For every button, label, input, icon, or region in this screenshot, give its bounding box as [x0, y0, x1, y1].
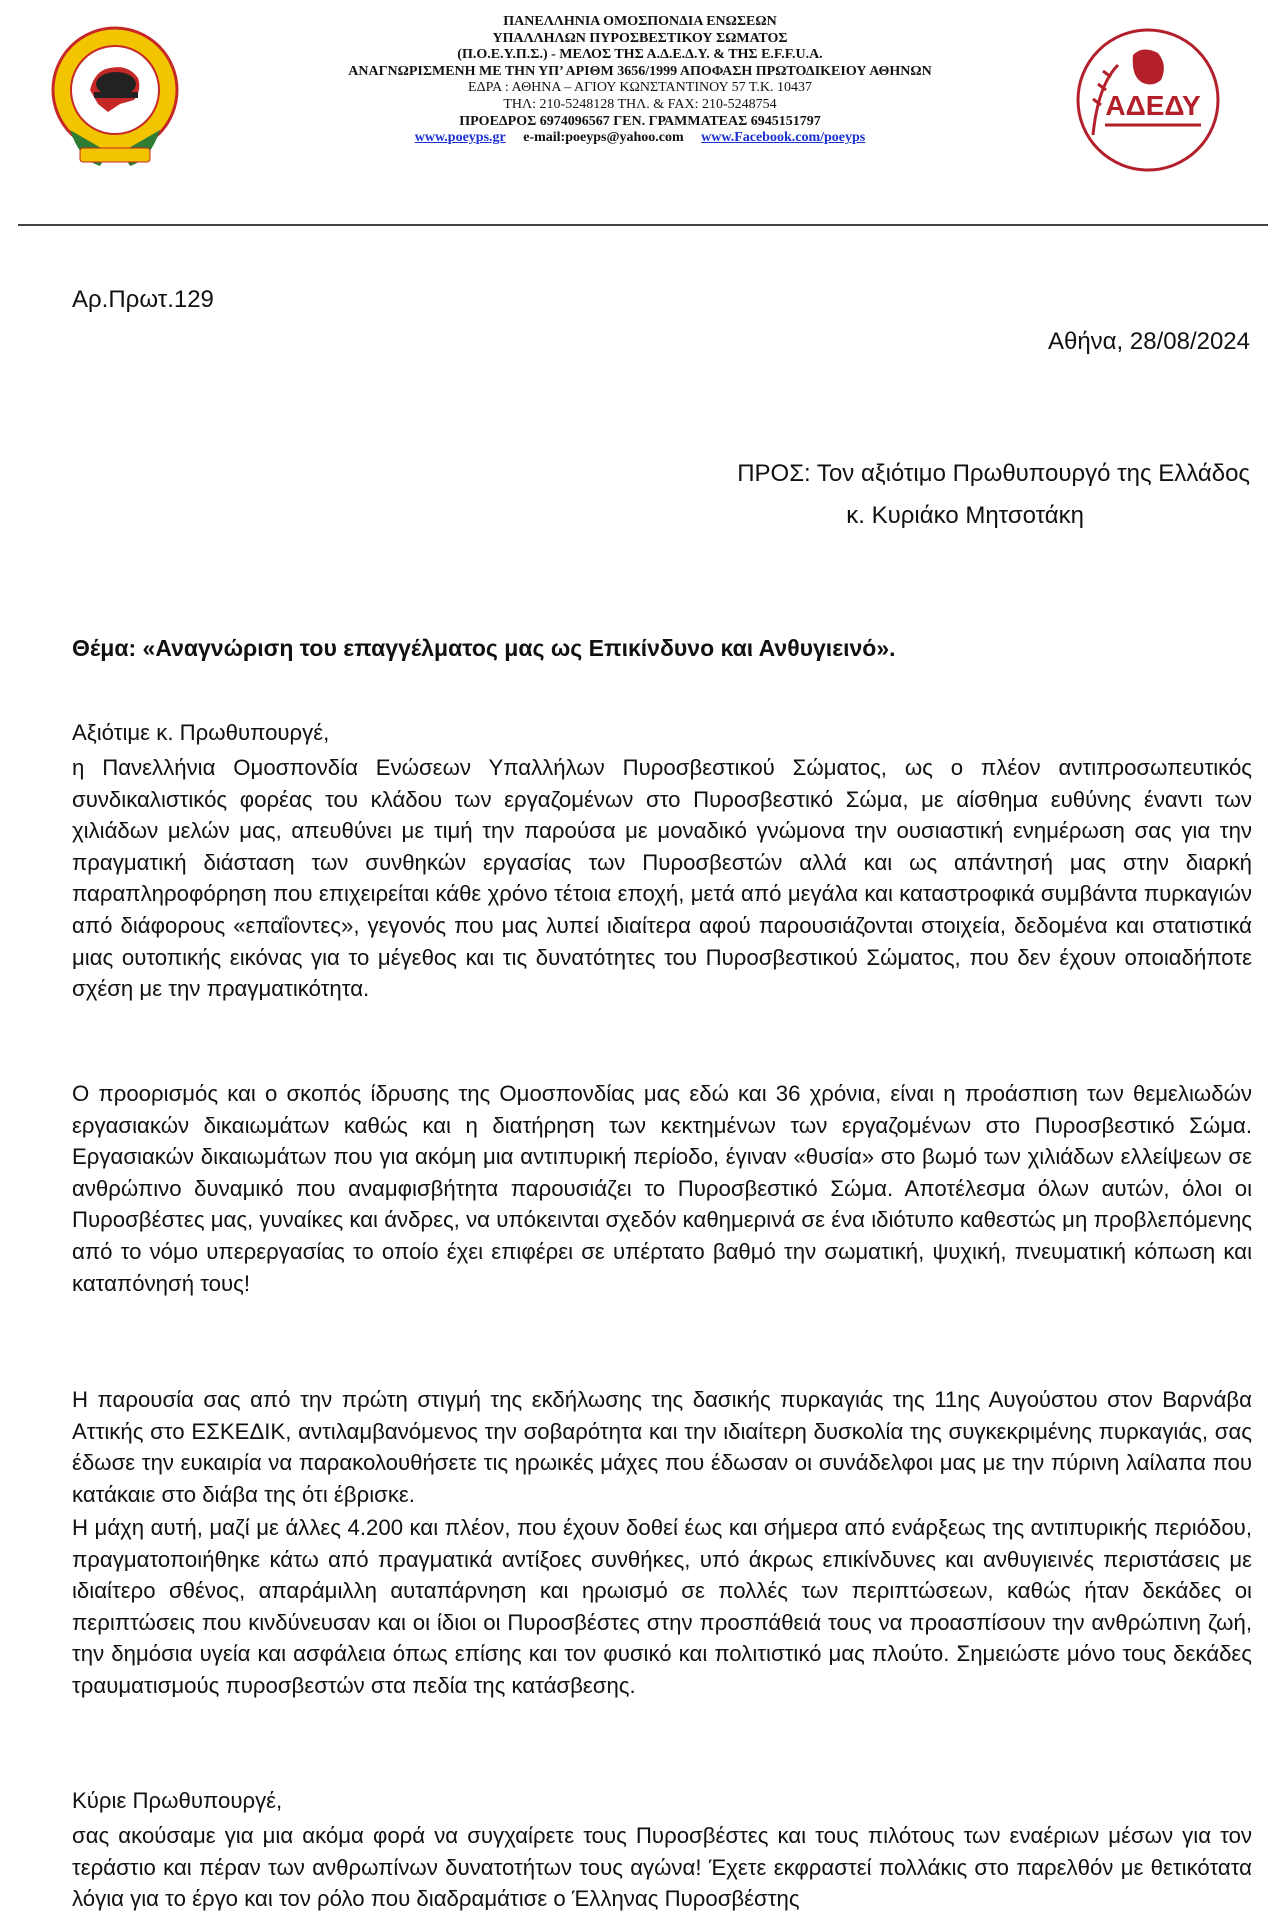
- header-rule: [18, 224, 1268, 226]
- paragraph-2: [72, 1078, 1252, 1299]
- letter-date: Αθήνα, 28/08/2024: [1047, 328, 1250, 355]
- org-name-line1: ΠΑΝΕΛΛΗΝΙΑ ΟΜΟΣΠΟΝΔΙΑ ΕΝΩΣΕΩΝ: [503, 14, 777, 29]
- paragraph-5-text: σας ακούσαμε για μια ακόμα φορά να συγχαίρετε τους Πυροσβέστες και τους πιλότους των εναέριων μέσων για τον τεράστιο και πέραν των ανθρωπίνων δυνατοτήτων τους αγώνα! Έχετε εκφραστεί πολλάκις στο παρελθόν με θετικότατα λόγια για το έργο και τον ρόλο που διαδραμάτισε ο Έλληνας Πυροσβέστης: [72, 1823, 1252, 1912]
- paragraph-1: [72, 752, 1252, 1005]
- org-name-line2: ΥΠΑΛΛΗΛΩΝ ΠΥΡΟΣΒΕΣΤΙΚΟΥ ΣΩΜΑΤΟΣ: [492, 30, 788, 46]
- paragraph-4: [72, 1512, 1252, 1702]
- salutation: Αξιότιμε κ. Πρωθυπουργέ,: [72, 720, 330, 745]
- org-recognition-line: ΑΝΑΓΝΩΡΙΣΜΕΝΗ ΜΕ ΤΗΝ ΥΠ’ ΑΡΙΘΜ 3656/1999 ΑΠΟΦΑΣΗ ΠΡΩΤΟΔΙΚΕΙΟΥ ΑΘΗΝΩΝ: [348, 63, 932, 79]
- paragraph-2-text: Ο προορισμός και ο σκοπός ίδρυσης της Ομοσπονδίας μας εδώ και 36 χρόνια, είναι η προάσπιση των θεμελιωδών εργασιακών δικαιωμάτων καθώς και η διατήρηση των κεκτημένων των εργαζομένων στο Πυροσβεστικό Σώμα. Εργασιακών δικαιωμάτων που για ακόμη μια αντιπυρική περίοδο, έγιναν «θυσία» στο βωμό των χιλιάδων ελλείψεων σε ανθρώπινο δυναμικό που αναμφισβήτητα παρουσιάζει το Πυροσβεστικό Σώμα. Αποτέλεσμα όλων αυτών, όλοι οι Πυροσβέστες μας, γυναίκες και άνδρες, να υπόκεινται σχεδόν καθημερινά σε ένα ιδιότυπο καθεστώς μη προβλεπόμενης από το νόμο υπερεργασίας το οποίο έχει επιφέρει σε υπέρτατο βαθμό την σωματική, ψυχική, πνευματική κόπωση και καταπόνησή τους!: [72, 1081, 1252, 1296]
- recipient-name: κ. Κυριάκο Μητσοτάκη: [846, 502, 1084, 529]
- org-address-line: ΕΔΡΑ : ΑΘΗΝΑ – ΑΓΙΟΥ ΚΩΝΣΤΑΝΤΙΝΟΥ 57 Τ.Κ. 10437: [468, 80, 812, 96]
- org-phone-line: ΤΗΛ: 210-5248128 ΤΗΛ. & FAX: 210-5248754: [503, 96, 777, 112]
- email-text: e-mail:poeyps@yahoo.com: [523, 130, 684, 146]
- recipient-line: ΠΡΟΣ: Τον αξιότιμο Πρωθυπουργό της Ελλάδος: [737, 460, 1250, 487]
- paragraph-1-text: η Πανελλήνια Ομοσπονδία Ενώσεων Υπαλλήλων Πυροσβεστικού Σώματος, ως ο πλέον αντιπροσωπευτικός συνδικαλιστικός φορέας του κλάδου των εργαζομένων στο Πυροσβεστικό Σώμα, με αίσθημα ευθύνης έναντι των χιλιάδων μελών μας, απευθύνει με τιμή την παρούσα με μοναδικό γνώμονα την ουσιαστική ενημέρωση σας για την πραγματική διάσταση των συνθηκών εργασίας των Πυροσβεστών αλλά και ως απάντησή μας στην διαρκή παραπληροφόρηση που επιχειρείται κάθε χρόνο τέτοια εποχή, μετά από μεγάλα και καταστροφικά συμβάντα πυρκαγιών από διάφορους «επαΐοντες», γεγονός που μας λυπεί ιδιαίτερα αφού παρουσιάζονται στοιχεία, δεδομένα και στατιστικά μιας ουτοπικής εικόνας για το μέγεθος και τις δυνατότητες του Πυροσβεστικού Σώματος, που δεν έχουν οποιαδήποτε σχέση με την πραγματικότητα.: [72, 755, 1252, 1002]
- website-link[interactable]: www.poeyps.gr: [414, 130, 506, 146]
- adedy-logo-text: ΑΔΕΔΥ: [1105, 90, 1201, 121]
- paragraph-3-text: Η παρουσία σας από την πρώτη στιγμή της εκδήλωσης της δασικής πυρκαγιάς της 11ης Αυγούστου στον Βαρνάβα Αττικής στο ΕΣΚΕΔΙΚ, αντιλαμβανόμενος την σοβαρότητα και την ιδιαίτερη δυσκολία της συγκεκριμένης πυρκαγιάς, σας έδωσε την ευκαιρία να παρακολουθήσετε τις ηρωικές μάχες που έδωσαν οι συνάδελφοι μας με την πύρινη λαίλαπα που κατάκαιε στο διάβα της ότι έβρισκε.: [72, 1387, 1252, 1507]
- org-contacts-line: ΠΡΟΕΔΡΟΣ 6974096567 ΓΕΝ. ΓΡΑΜΜΑΤΕΑΣ 6945151797: [459, 113, 821, 129]
- poeyps-logo: [50, 20, 180, 175]
- salutation-2: Κύριε Πρωθυπουργέ,: [72, 1788, 283, 1813]
- paragraph-4-text: Η μάχη αυτή, μαζί με άλλες 4.200 και πλέον, που έχουν δοθεί έως και σήμερα από ενάρξεως της αντιπυρικής περιόδου, πραγματοποιήθηκε κάτω από πραγματικά αντίξοες συνθήκες, υπό άκρως επικίνδυνες και ανθυγιεινές περιστάσεις με ιδιαίτερο σθένος, απαράμιλλη αυταπάρνηση και ηρωισμό σε πολλές των περιπτώσεων, καθώς ήταν δεκάδες οι περιπτώσεις που κινδύνευσαν και οι ίδιοι οι Πυροσβέστες στην προσπάθειά τους να προασπίσουν την ανθρώπινη ζωή, την δημόσια υγεία και ασφάλεια όπως επίσης και τον φυσικό και πολιτιστικό μας πλούτο. Σημειώστε μόνο τους δεκάδες τραυματισμούς πυροσβεστών στα πεδία της κατάσβεσης.: [72, 1515, 1252, 1698]
- subject-line: Θέμα: «Αναγνώριση του επαγγέλματος μας ως Επικίνδυνο και Ανθυγιεινό».: [72, 635, 896, 661]
- facebook-link[interactable]: www.Facebook.com/poeyps: [701, 130, 866, 146]
- paragraph-5: [72, 1820, 1252, 1915]
- org-member-line: (Π.Ο.Ε.Υ.Π.Σ.) - ΜΕΛΟΣ ΤΗΣ Α.Δ.Ε.Δ.Υ. & ΤΗΣ E.F.F.U.A.: [457, 47, 823, 63]
- paragraph-3: [72, 1384, 1252, 1510]
- protocol-number: Αρ.Πρωτ.129: [72, 286, 214, 313]
- adedy-logo: [1073, 25, 1223, 175]
- letterhead: [0, 0, 1284, 230]
